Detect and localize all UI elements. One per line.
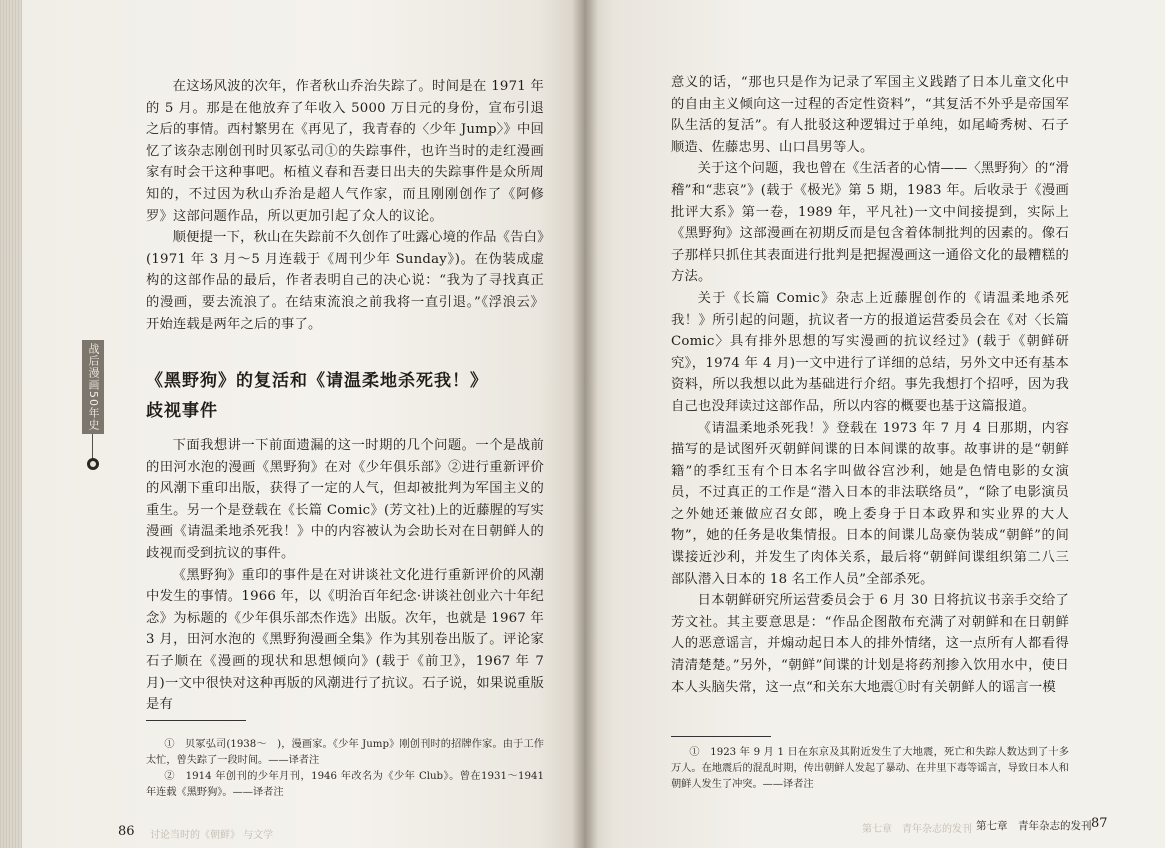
side-tab-book-title: 战后漫画50年史: [82, 340, 104, 434]
bleed-through-text-right: 第七章 青年杂志的发刊: [862, 824, 972, 835]
right-footnotes: [671, 745, 1069, 793]
paragraph: 关于这个问题，我也曾在《生活者的心情——〈黑野狗〉的“滑稽”和“悲哀”》(载于《极光》第 5 期，1983 年。后收录于《漫画批评大系》第一卷，1989 年，平凡社)一文中间接提到，实际上《黑野狗》这部漫画在初期反而是包含着体制批判的因素的。像石子那样只抓住其表面进行批判是把握漫画这一通俗文化的最糟糕的方法。: [671, 161, 1070, 285]
paragraph: 《黑野狗》重印的事件是在对讲谈社文化进行重新评价的风潮中发生的事情。1966 年，以《明治百年纪念·讲谈社创业六十年纪念》为标题的《少年俱乐部杰作选》出版。次年，也就是 1967 年 3 月，田河水泡的《黑野狗漫画全集》作为其别卷出版了。评论家石子顺在《漫画的现状和思想倾向》(载于《前卫》，1967 年 7 月)一文中很快对这种再版的风潮进行了抗议。石子说，如果说重版是有: [146, 567, 544, 713]
paragraph: 下面我想讲一下前面遗漏的这一时期的几个问题。一个是战前的田河水泡的漫画《黑野狗》在对《少年俱乐部》②进行重新评价的风潮下重印出版，获得了一定的人气，但却被批判为军国主义的重生。另一个是登载在《长篇 Comic》(芳文社)上的近藤腥的写实漫画《请温柔地杀死我！》中的内容被认为会助长对在日朝鲜人的歧视而受到抗议的事件。: [146, 438, 544, 561]
footnote: ② 1914 年创刊的少年月刊，1946 年改名为《少年 Club》。曾在1931～1941 年连载《黑野狗》。——译者注: [146, 771, 544, 798]
footnote-divider: [671, 736, 771, 737]
page-number-right: 87: [1091, 816, 1108, 831]
footnote-divider: [146, 720, 246, 721]
page-number-left: 86: [118, 824, 135, 839]
right-body: [671, 72, 1069, 698]
paragraph: 《请温柔地杀死我！》登载在 1973 年 7 月 4 日那期，内容描写的是试图歼灭朝鲜间谍的日本间谍的故事。故事讲的是“朝鲜籍”的季红玉有个日本名字叫做谷宫沙利，她是色情电影的女演员，不过真正的工作是“潜入日本的非法联络员”，“除了电影演员之外她还兼做应召女郎，晚上委身于日本政界和实业界的大人物”，她的任务是收集情报。日本的间谍儿岛豪伪装成“朝鲜”的间谍接近沙利，并发生了肉体关系，最后将“朝鲜间谍组织第二八三部队潜入日本的 18 名工作人员”全部杀死。: [671, 420, 1069, 587]
paragraph: 在这场风波的次年，作者秋山乔治失踪了。时间是在 1971 年的 5 月。那是在他放弃了年收入 5000 万日元的身份，宣布引退之后的事情。西村繁男在《再见了，我青春的〈少年 Jump〉》中回忆了该杂志刚创刊时贝冢弘司①的失踪事件，也许当时的走红漫画家有时会干这种事吧。柘植义春和吾妻日出夫的失踪事件是众所周知的，不过因为秋山乔治是超人气作家，而且刚刚创作了《阿修罗》这部问题作品，所以更加引起了众人的议论。: [146, 79, 545, 224]
section-heading-line2: 歧视事件: [146, 401, 218, 421]
footnote: ① 贝冢弘司(1938～ )，漫画家。《少年 Jump》刚创刊时的招牌作家。由于工作太忙，曾失踪了一段时间。——译者注: [146, 739, 544, 766]
left-body-bottom: [146, 435, 544, 716]
side-tab-connector: [92, 434, 93, 460]
paragraph: 意义的话，“那也只是作为记录了军国主义践踏了日本儿童文化中的自由主义倾向这一过程的否定性资料”，“其复活不外乎是帝国军队生活的复活”。有人批驳这种逻辑过于单纯，如尾崎秀树、石子顺造、佐藤忠男、山口昌男等人。: [671, 75, 1069, 155]
left-body-top: [146, 76, 544, 335]
paragraph: 关于《长篇 Comic》杂志上近藤腥创作的《请温柔地杀死我！》所引起的问题，抗议者一方的报道运营委员会在《对〈长篇 Comic〉具有排外思想的写实漫画的抗议经过》(载于《朝鲜研究》，1974 年 4 月)一文中进行了详细的总结，另外文中还有基本资料，所以我想以此为基础进行介绍。事先我想打个招呼，因为我自己也没拜读过这部作品，所以内容的概要也基于这篇报道。: [671, 290, 1069, 414]
running-head-chapter: 第七章 青年杂志的发刊: [976, 820, 1092, 832]
section-heading-line1: 《黑野狗》的复活和《请温柔地杀死我！》: [146, 371, 488, 391]
paragraph: 日本朝鲜研究所运营委员会于 6 月 30 日将抗议书亲手交给了芳文社。其主要意思是：“作品企图散布充满了对朝鲜和在日朝鲜人的恶意谣言，并煽动起日本人的排外情绪，这一点所有人都看得清清楚楚。”另外，“朝鲜”间谍的计划是将药剂掺入饮用水中，使日本人头脑失常，这一点“和关东大地震①时有关朝鲜人的谣言一模: [671, 593, 1069, 695]
footnote: ① 1923 年 9 月 1 日在东京及其附近发生了大地震，死亡和失踪人数达到了十多万人。在地震后的混乱时期，传出朝鲜人发起了暴动、在井里下毒等谣言，导致日本人和朝鲜人发生了冲突。——译者注: [671, 747, 1069, 790]
section-heading: [146, 366, 556, 426]
book-gutter: [572, 0, 598, 848]
left-footnotes: [146, 737, 544, 801]
bullet-circle-icon: [87, 458, 99, 470]
page-edge-stack: [0, 0, 22, 848]
bleed-through-text-left: 讨论当时的《朝鲜》 与文学: [150, 830, 274, 841]
paragraph: 顺便提一下，秋山在失踪前不久创作了吐露心境的作品《告白》(1971 年 3 月～5 月连载于《周刊少年 Sunday》)。在伪装成虚构的这部作品的最后，作者表明自己的决心说：“我为了寻找真正的漫画，要去流浪了。在结束流浪之前我将一直引退。”《浮浪云》开始连载是两年之后的事了。: [146, 230, 544, 332]
